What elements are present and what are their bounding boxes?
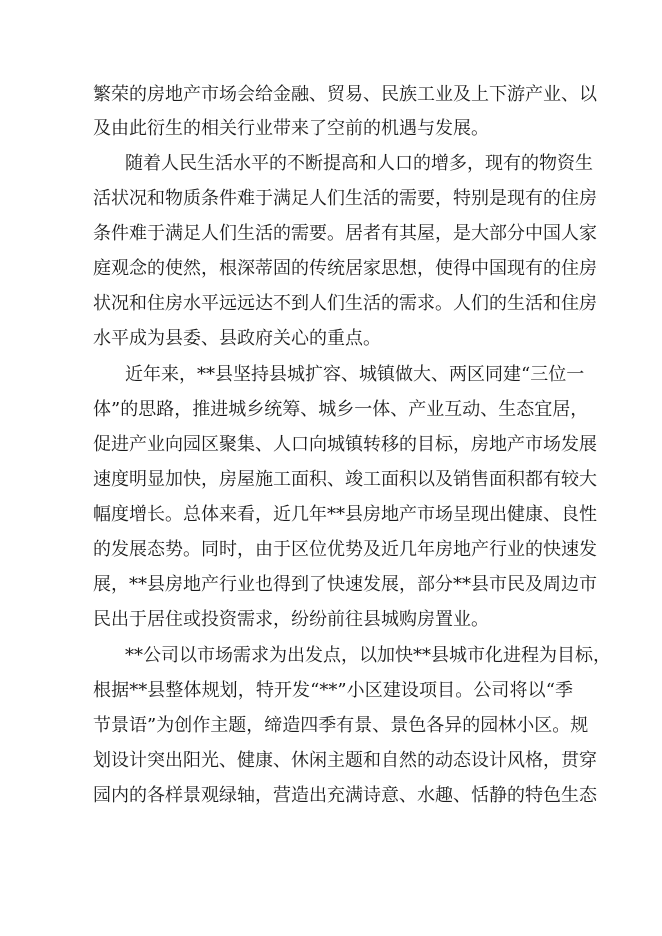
text-line: 庭观念的使然，根深蒂固的传统居家思想，使得中国现有的住房 xyxy=(93,258,597,279)
text-line: 展，**县房地产行业也得到了快速发展，部分**县市民及周边市 xyxy=(93,574,597,595)
text-line: **公司以市场需求为出发点，以加快**县城市化进程为目标， xyxy=(125,645,611,666)
text-line: 繁荣的房地产市场会给金融、贸易、民族工业及上下游产业、以 xyxy=(93,84,597,105)
text-line: 体”的思路，推进城乡统筹、城乡一体、产业互动、生态宜居， xyxy=(93,399,589,420)
text-line: 园内的各样景观绿轴，营造出充满诗意、水趣、恬静的特色生态 xyxy=(93,785,597,806)
text-line: 状况和住房水平远远达不到人们生活的需求。人们的生活和住房 xyxy=(93,293,597,314)
text-line: 民出于居住或投资需求，纷纷前往县城购房置业。 xyxy=(93,609,489,630)
text-line: 划设计突出阳光、健康、休闲主题和自然的动态设计风格，贯穿 xyxy=(93,750,597,771)
text-line: 幅度增长。总体来看，近几年**县房地产市场呈现出健康、良性 xyxy=(93,504,597,525)
text-line: 根据**县整体规划，特开发“**”小区建设项目。公司将以“季 xyxy=(93,680,573,701)
text-line: 随着人民生活水平的不断提高和人口的增多，现有的物资生 xyxy=(125,153,593,174)
text-line: 水平成为县委、县政府关心的重点。 xyxy=(93,328,381,349)
text-line: 速度明显加快，房屋施工面积、竣工面积以及销售面积都有较大 xyxy=(93,469,597,490)
text-line: 及由此衍生的相关行业带来了空前的机遇与发展。 xyxy=(93,118,489,139)
text-line: 条件难于满足人们生活的需要。居者有其屋，是大部分中国人家 xyxy=(93,223,597,244)
text-line: 促进产业向园区聚集、人口向城镇转移的目标，房地产市场发展 xyxy=(93,434,597,455)
text-line: 的发展态势。同时，由于区位优势及近几年房地产行业的快速发 xyxy=(93,539,597,560)
text-line: 近年来，**县坚持县城扩容、城镇做大、两区同建“三位一 xyxy=(125,364,585,385)
text-line: 节景语”为创作主题，缔造四季有景、景色各异的园林小区。规 xyxy=(93,715,589,736)
text-line: 活状况和物质条件难于满足人们生活的需要，特别是现有的住房 xyxy=(93,188,597,209)
